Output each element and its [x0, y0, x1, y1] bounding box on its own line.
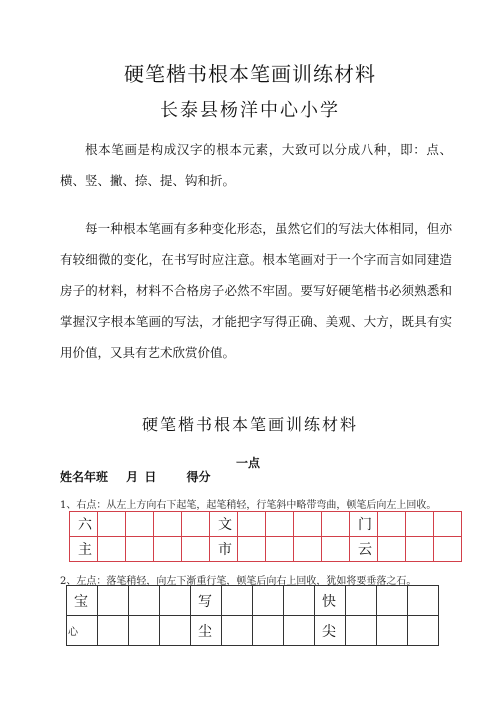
grid-cell[interactable]: 尖 — [315, 616, 346, 646]
grid-cell[interactable] — [126, 512, 154, 537]
grid-cell[interactable] — [322, 512, 350, 537]
grid-cell[interactable] — [434, 537, 462, 562]
grid-cell[interactable] — [154, 537, 182, 562]
grid-cell[interactable] — [238, 537, 266, 562]
grid-row — [67, 586, 439, 616]
student-info-row: 姓名年班 月 日 得分 — [60, 470, 211, 484]
exercise-2-grid — [66, 585, 439, 646]
grid-cell[interactable] — [346, 616, 377, 646]
worksheet-title: 硬笔楷书根本笔画训练材料 — [141, 415, 358, 434]
grid-cell[interactable] — [408, 616, 439, 646]
paragraph-detail: 每一种根本笔画有多种变化形态，虽然它们的写法大体相同，但亦有较细微的变化，在书写时应注意。根本笔画对于一个字而言如同建造房子的材料，材料不合格房子必然不牢固。要写好硬笔楷书必须熟悉和掌握汉字根本笔画的写法，才能把字写得正确、美观、大方，既具有实用价值，又具有艺术欣赏价值。 — [60, 221, 452, 360]
grid-cell[interactable]: 市 — [210, 537, 238, 562]
grid-cell[interactable] — [98, 586, 129, 616]
exercise-1-grid — [69, 511, 462, 562]
main-title: 硬笔楷书根本笔画训练材料 — [124, 62, 376, 86]
grid-cell[interactable] — [346, 586, 377, 616]
grid-cell[interactable] — [129, 586, 160, 616]
grid-cell[interactable] — [126, 537, 154, 562]
grid-cell[interactable] — [266, 512, 294, 537]
exercise-2-instruction: 2、左点：落笔稍轻，向左下渐重行笔，顿笔后向右上回收，犹如将要垂落之石。 — [60, 576, 417, 587]
grid-cell[interactable]: 写 — [191, 586, 222, 616]
grid-cell[interactable] — [434, 512, 462, 537]
grid-cell[interactable]: 快 — [315, 586, 346, 616]
grid-cell[interactable] — [182, 537, 210, 562]
grid-cell[interactable] — [377, 586, 408, 616]
grid-cell[interactable] — [182, 512, 210, 537]
grid-cell[interactable] — [253, 586, 284, 616]
grid-cell[interactable]: 六 — [70, 512, 98, 537]
grid-cell[interactable] — [266, 537, 294, 562]
grid-cell[interactable] — [98, 616, 129, 646]
grid-cell[interactable]: 宝 — [67, 586, 98, 616]
grid-cell[interactable] — [154, 512, 182, 537]
grid-cell[interactable] — [294, 512, 322, 537]
grid-cell[interactable] — [378, 537, 406, 562]
grid-cell[interactable] — [129, 616, 160, 646]
grid-cell[interactable] — [284, 586, 315, 616]
grid-cell[interactable] — [98, 537, 126, 562]
grid-cell[interactable] — [377, 616, 408, 646]
grid-row — [70, 512, 462, 537]
school-name: 长泰县杨洋中心小学 — [160, 100, 340, 121]
grid-cell[interactable] — [406, 537, 434, 562]
grid-cell[interactable] — [294, 537, 322, 562]
grid-cell[interactable] — [284, 616, 315, 646]
grid-cell[interactable]: 文 — [210, 512, 238, 537]
grid-cell[interactable] — [408, 586, 439, 616]
grid-row — [70, 537, 462, 562]
grid-cell[interactable] — [222, 586, 253, 616]
grid-cell[interactable]: 云 — [350, 537, 378, 562]
grid-cell[interactable] — [238, 512, 266, 537]
grid-cell[interactable] — [98, 512, 126, 537]
grid-cell[interactable] — [160, 616, 191, 646]
grid-cell[interactable] — [222, 616, 253, 646]
grid-cell[interactable] — [322, 537, 350, 562]
grid-cell[interactable] — [160, 586, 191, 616]
grid-cell[interactable]: 门 — [350, 512, 378, 537]
paragraph-intro: 根本笔画是构成汉字的根本元素，大致可以分成八种，即：点、横、竖、撇、捺、提、钩和折。 — [60, 142, 452, 188]
grid-cell[interactable]: 主 — [70, 537, 98, 562]
grid-cell[interactable] — [378, 512, 406, 537]
exercise-1-instruction: 1、右点：从左上方向右下起笔，起笔稍轻，行笔斜中略带弯曲，顿笔后向左上回收。 — [60, 500, 437, 511]
grid-cell[interactable] — [406, 512, 434, 537]
section-label: 一点 — [236, 456, 261, 470]
grid-cell[interactable] — [253, 616, 284, 646]
grid-row — [67, 616, 439, 646]
grid-cell[interactable]: 尘 — [191, 616, 222, 646]
grid-cell[interactable]: 心 — [67, 616, 98, 646]
